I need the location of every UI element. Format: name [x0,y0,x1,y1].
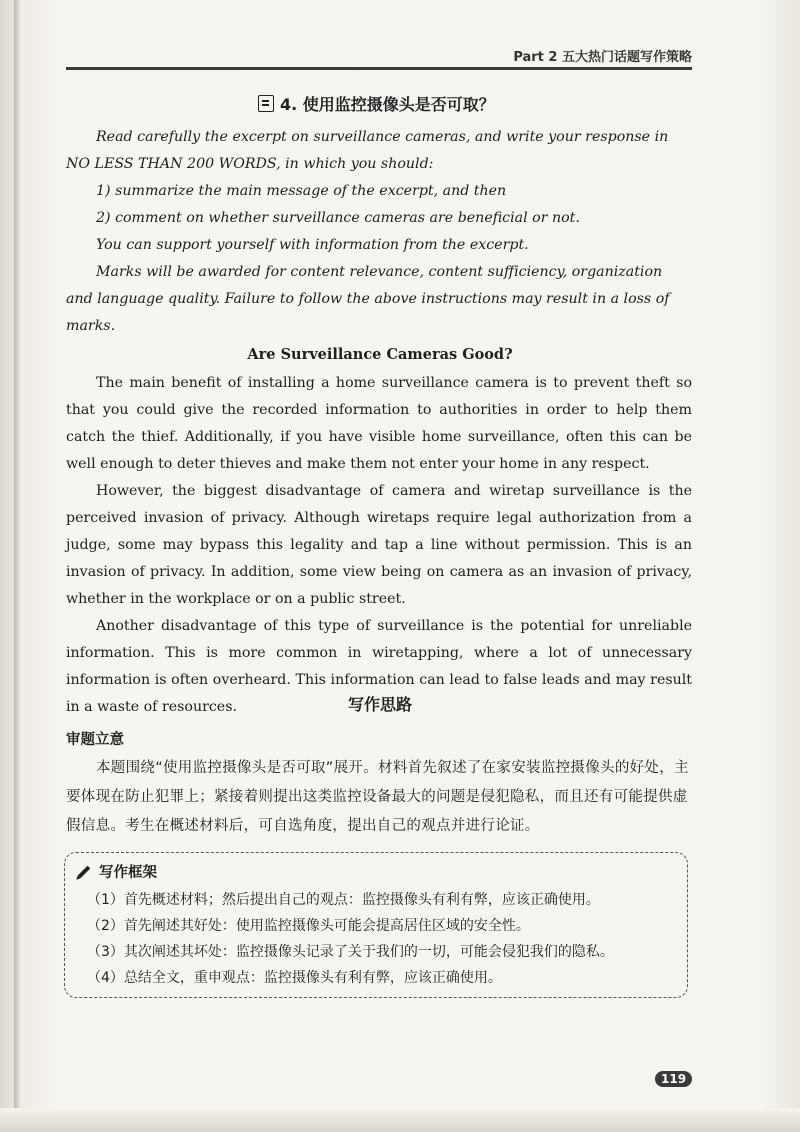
question-title-text: 4. 使用监控摄像头是否可取？ [280,95,495,114]
book-spine [14,0,20,1132]
pencil-icon [78,865,91,878]
header-rule [66,67,692,70]
instructions-marks: Marks will be awarded for content relevance, content sufficiency, organization and language quality. Failure to follow the above instructions may result in a loss of marks. [66,264,670,334]
framework-title-text: 写作框架 [99,865,157,881]
framework-item: （1）首先概述材料；然后提出自己的观点：监控摄像头有利有弊，应该正确使用。 [87,892,600,908]
framework-title [75,861,157,882]
essay-paragraph: The main benefit of installing a home surveillance camera is to prevent theft so that you could give the recorded information to authorities in order to help them catch the thief. Additionally, if you have visible home surveillance, often this can be well enough to deter thieves and make them not enter your home in any respect. [66,375,692,472]
page-bottom-edge [0,1108,800,1132]
topic-analysis-paragraph: 本题围绕“使用监控摄像头是否可取”展开。材料首先叙述了在家安装监控摄像头的好处，主要体现在防止犯罪上；紧接着则提出这类监控设备最大的问题是侵犯隐私，而且还有可能提供虚假信息。考生在概述材料后，可自选角度，提出自己的观点并进行论证。 [66,760,689,834]
writing-framework-box [64,852,688,998]
instructions-intro: Read carefully the excerpt on surveillance cameras, and write your response in NO LESS THAN 200 WORDS, in which you should: [66,129,669,172]
instructions-item-2: 2) comment on whether surveillance cameras are beneficial or not. [96,210,580,226]
instructions-item-1: 1) summarize the main message of the excerpt, and then [96,183,507,199]
framework-item: （4）总结全文，重申观点：监控摄像头有利有弊，应该正确使用。 [87,970,502,986]
writing-ideas-title: 写作思路 [347,695,412,714]
framework-item: （2）首先阐述其好处：使用监控摄像头可能会提高居住区域的安全性。 [87,918,530,934]
essay-body [66,370,692,721]
instructions [66,124,692,340]
topic-analysis-heading: 审题立意 [66,732,124,748]
page-number: 119 [655,1071,692,1087]
document-icon [258,95,274,112]
question-title [258,92,495,115]
essay-paragraph: However, the biggest disadvantage of camera and wiretap surveillance is the perceived invasion of privacy. Although wiretaps require legal authorization from a judge, some may bypass this legality and tap a line without permission. This is an invasion of privacy. In addition, some view being on camera as an invasion of privacy, whether in the workplace or on a public street. [66,483,692,607]
instructions-support: You can support yourself with information from the excerpt. [96,237,529,253]
essay-paragraph: Another disadvantage of this type of surveillance is the potential for unreliable information. This is more common in wiretapping, where a lot of unnecessary information is often overheard. This information can lead to false leads and may result in a waste of resources. [66,618,692,715]
framework-list [87,887,614,991]
running-header: Part 2 五大热门话题写作策略 [513,50,692,65]
essay-title: Are Surveillance Cameras Good? [247,346,513,363]
framework-item: （3）其次阐述其坏处：监控摄像头记录了关于我们的一切，可能会侵犯我们的隐私。 [87,944,614,960]
